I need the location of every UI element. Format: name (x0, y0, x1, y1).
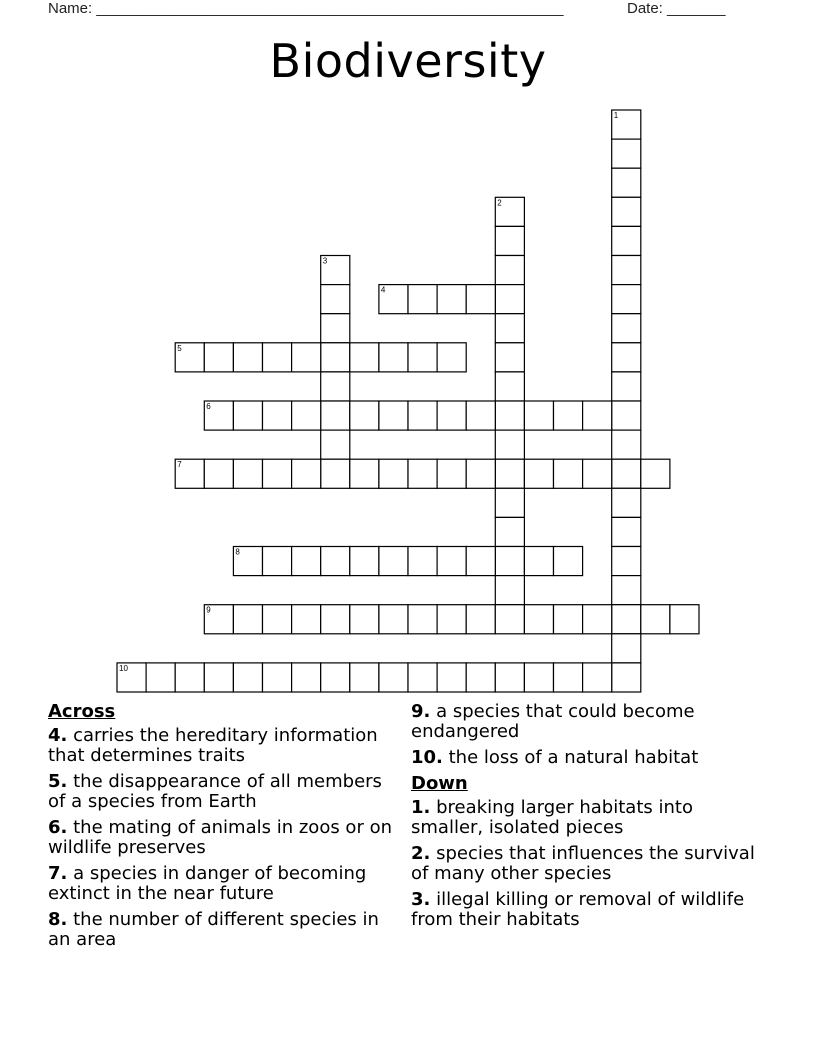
grid-cell[interactable] (350, 663, 379, 692)
clue-down-1 (411, 798, 756, 838)
grid-cell[interactable] (495, 314, 524, 343)
clue-text: the loss of a natural habitat (448, 747, 699, 768)
clue-down-3 (411, 890, 756, 930)
clue-across-6 (48, 818, 393, 858)
grid-cell[interactable] (408, 547, 437, 576)
grid-cell[interactable] (641, 459, 670, 488)
grid-cell[interactable] (612, 517, 641, 546)
grid-cell[interactable] (437, 547, 466, 576)
grid-cell[interactable] (495, 226, 524, 255)
grid-cell[interactable] (408, 343, 437, 372)
clue-number: 7. (48, 863, 68, 884)
grid-cell[interactable] (612, 663, 641, 692)
grid-cell[interactable] (292, 605, 321, 634)
grid-cell[interactable] (583, 459, 612, 488)
clues-column-left (48, 702, 393, 956)
grid-cell[interactable] (612, 605, 641, 634)
grid-cell[interactable] (437, 285, 466, 314)
grid-cell[interactable] (321, 430, 350, 459)
grid-cell[interactable] (612, 372, 641, 401)
grid-cell[interactable] (466, 285, 495, 314)
grid-cell[interactable] (263, 663, 292, 692)
grid-cell[interactable] (554, 547, 583, 576)
grid-cell[interactable] (612, 285, 641, 314)
date-field[interactable]: Date: _______ (627, 0, 726, 17)
grid-cell[interactable] (175, 663, 204, 692)
grid-cell[interactable] (350, 343, 379, 372)
grid-cell[interactable] (495, 488, 524, 517)
grid-cell[interactable] (524, 459, 553, 488)
grid-cell[interactable] (204, 663, 233, 692)
grid-cell[interactable] (554, 663, 583, 692)
grid-cell[interactable] (204, 343, 233, 372)
clue-text: the disappearance of all members of a species from Earth (48, 771, 382, 812)
grid-cell[interactable] (583, 401, 612, 430)
grid-cell[interactable] (408, 401, 437, 430)
grid-cell[interactable] (524, 663, 553, 692)
grid-cell[interactable] (321, 343, 350, 372)
clue-number: 1. (411, 797, 431, 818)
grid-cell[interactable] (408, 663, 437, 692)
grid-cell[interactable] (524, 401, 553, 430)
grid-cell[interactable] (583, 605, 612, 634)
grid-cell[interactable] (321, 663, 350, 692)
grid-cell[interactable] (263, 401, 292, 430)
grid-cell[interactable] (554, 605, 583, 634)
page-title: Biodiversity (269, 34, 547, 88)
clue-text: a species that could become endangered (411, 701, 695, 742)
name-field[interactable]: Name: ________________________________________________________ (48, 0, 564, 17)
grid-cell[interactable] (321, 547, 350, 576)
clue-number-label: 5 (177, 343, 182, 353)
grid-cell[interactable] (495, 663, 524, 692)
grid-cell[interactable] (495, 285, 524, 314)
clue-number-label: 9 (206, 605, 211, 615)
clue-number-label: 6 (206, 402, 211, 411)
grid-cell[interactable] (466, 663, 495, 692)
grid-cell[interactable] (612, 401, 641, 430)
clue-number-label: 1 (613, 111, 619, 120)
grid-cell[interactable] (350, 547, 379, 576)
grid-cell[interactable] (495, 430, 524, 459)
grid-cell[interactable] (379, 547, 408, 576)
clue-text: illegal killing or removal of wildlife from their habitats (411, 889, 745, 930)
grid-cell[interactable] (612, 226, 641, 255)
grid-cell[interactable] (146, 663, 175, 692)
grid-cell[interactable] (233, 459, 262, 488)
clue-number: 8. (48, 909, 68, 930)
clue-text: species that influences the survival of many other species (411, 843, 755, 884)
grid-cell[interactable] (263, 459, 292, 488)
grid-cell[interactable] (437, 401, 466, 430)
clue-across-8 (48, 910, 393, 950)
grid-cell[interactable] (495, 576, 524, 605)
grid-cell[interactable] (233, 401, 262, 430)
grid-cell[interactable] (583, 663, 612, 692)
grid-cell[interactable] (379, 401, 408, 430)
grid-cell[interactable] (379, 343, 408, 372)
grid-cell[interactable] (612, 197, 641, 226)
grid-cell[interactable] (612, 343, 641, 372)
clue-text: breaking larger habitats into smaller, isolated pieces (411, 797, 693, 838)
grid-cell[interactable] (612, 168, 641, 197)
clue-text: the number of different species in an area (48, 909, 379, 950)
clue-across-9 (411, 702, 756, 742)
clue-number: 6. (48, 817, 68, 838)
grid-cell[interactable] (495, 605, 524, 634)
clues-column-right (411, 702, 756, 936)
grid-cell[interactable] (204, 459, 233, 488)
clue-number-label: 2 (497, 198, 502, 208)
grid-cell[interactable] (495, 401, 524, 430)
grid-cell[interactable] (321, 314, 350, 343)
grid-cell[interactable] (612, 547, 641, 576)
grid-cell[interactable] (292, 401, 321, 430)
grid-cell[interactable] (524, 547, 553, 576)
grid-cell[interactable] (408, 605, 437, 634)
clue-text: carries the hereditary information that determines traits (48, 725, 378, 766)
clue-number: 3. (411, 889, 431, 910)
grid-cell[interactable] (379, 663, 408, 692)
grid-cell[interactable] (612, 459, 641, 488)
grid-cell[interactable] (437, 663, 466, 692)
grid-cell[interactable] (612, 256, 641, 285)
grid-cell[interactable] (495, 517, 524, 546)
grid-cell[interactable] (408, 459, 437, 488)
clue-number-label: 7 (177, 460, 182, 470)
grid-cell[interactable] (554, 401, 583, 430)
clue-across-7 (48, 864, 393, 904)
grid-cell[interactable] (233, 663, 262, 692)
clue-number-label: 10 (119, 663, 128, 673)
clue-number: 10. (411, 747, 443, 768)
grid-cell[interactable] (263, 343, 292, 372)
grid-cell[interactable] (495, 256, 524, 285)
grid-cell[interactable] (350, 459, 379, 488)
grid-cell[interactable] (612, 488, 641, 517)
grid-cell[interactable] (321, 285, 350, 314)
grid-cell[interactable] (495, 343, 524, 372)
clue-number: 2. (411, 843, 431, 864)
grid-cell[interactable] (612, 634, 641, 663)
grid-cell[interactable] (292, 459, 321, 488)
grid-cell[interactable] (466, 605, 495, 634)
clue-across-10 (411, 748, 756, 768)
clue-number: 4. (48, 725, 68, 746)
across-heading: Across (48, 701, 116, 722)
grid-cell[interactable] (292, 343, 321, 372)
clue-across-4 (48, 726, 393, 766)
grid-cell[interactable] (350, 605, 379, 634)
grid-cell[interactable] (466, 547, 495, 576)
grid-cell[interactable] (612, 314, 641, 343)
clue-text: the mating of animals in zoos or on wildlife preserves (48, 817, 392, 858)
grid-cell[interactable] (554, 459, 583, 488)
grid-cell[interactable] (466, 459, 495, 488)
grid-cell[interactable] (466, 401, 495, 430)
grid-cell[interactable] (263, 605, 292, 634)
grid-cell[interactable] (612, 576, 641, 605)
grid-cell[interactable] (321, 605, 350, 634)
clue-number-label: 3 (322, 256, 328, 266)
grid-cell[interactable] (379, 459, 408, 488)
clue-number-label: 8 (235, 547, 240, 557)
grid-cell[interactable] (379, 605, 408, 634)
grid-cell[interactable] (612, 139, 641, 168)
down-heading: Down (411, 773, 468, 794)
clue-number-label: 4 (380, 285, 386, 295)
grid-cell[interactable] (292, 547, 321, 576)
grid-cell[interactable] (408, 285, 437, 314)
grid-cell[interactable] (495, 459, 524, 488)
clue-down-2 (411, 844, 756, 884)
grid-cell[interactable] (263, 547, 292, 576)
grid-cell[interactable] (321, 372, 350, 401)
grid-cell[interactable] (321, 459, 350, 488)
grid-cell[interactable] (350, 401, 379, 430)
grid-cell[interactable] (437, 605, 466, 634)
clue-number: 5. (48, 771, 68, 792)
clue-text: a species in danger of becoming extinct in the near future (48, 863, 367, 904)
grid-cell[interactable] (495, 372, 524, 401)
clue-number: 9. (411, 701, 431, 722)
grid-cell[interactable] (233, 605, 262, 634)
grid-cell[interactable] (233, 343, 262, 372)
grid-cell[interactable] (292, 663, 321, 692)
grid-cell[interactable] (670, 605, 699, 634)
grid-cell[interactable] (495, 547, 524, 576)
grid-cell[interactable] (641, 605, 670, 634)
clue-across-5 (48, 772, 393, 812)
grid-cell[interactable] (612, 430, 641, 459)
grid-cell[interactable] (524, 605, 553, 634)
grid-cell[interactable] (437, 343, 466, 372)
grid-cell[interactable] (437, 459, 466, 488)
grid-cell[interactable] (321, 401, 350, 430)
